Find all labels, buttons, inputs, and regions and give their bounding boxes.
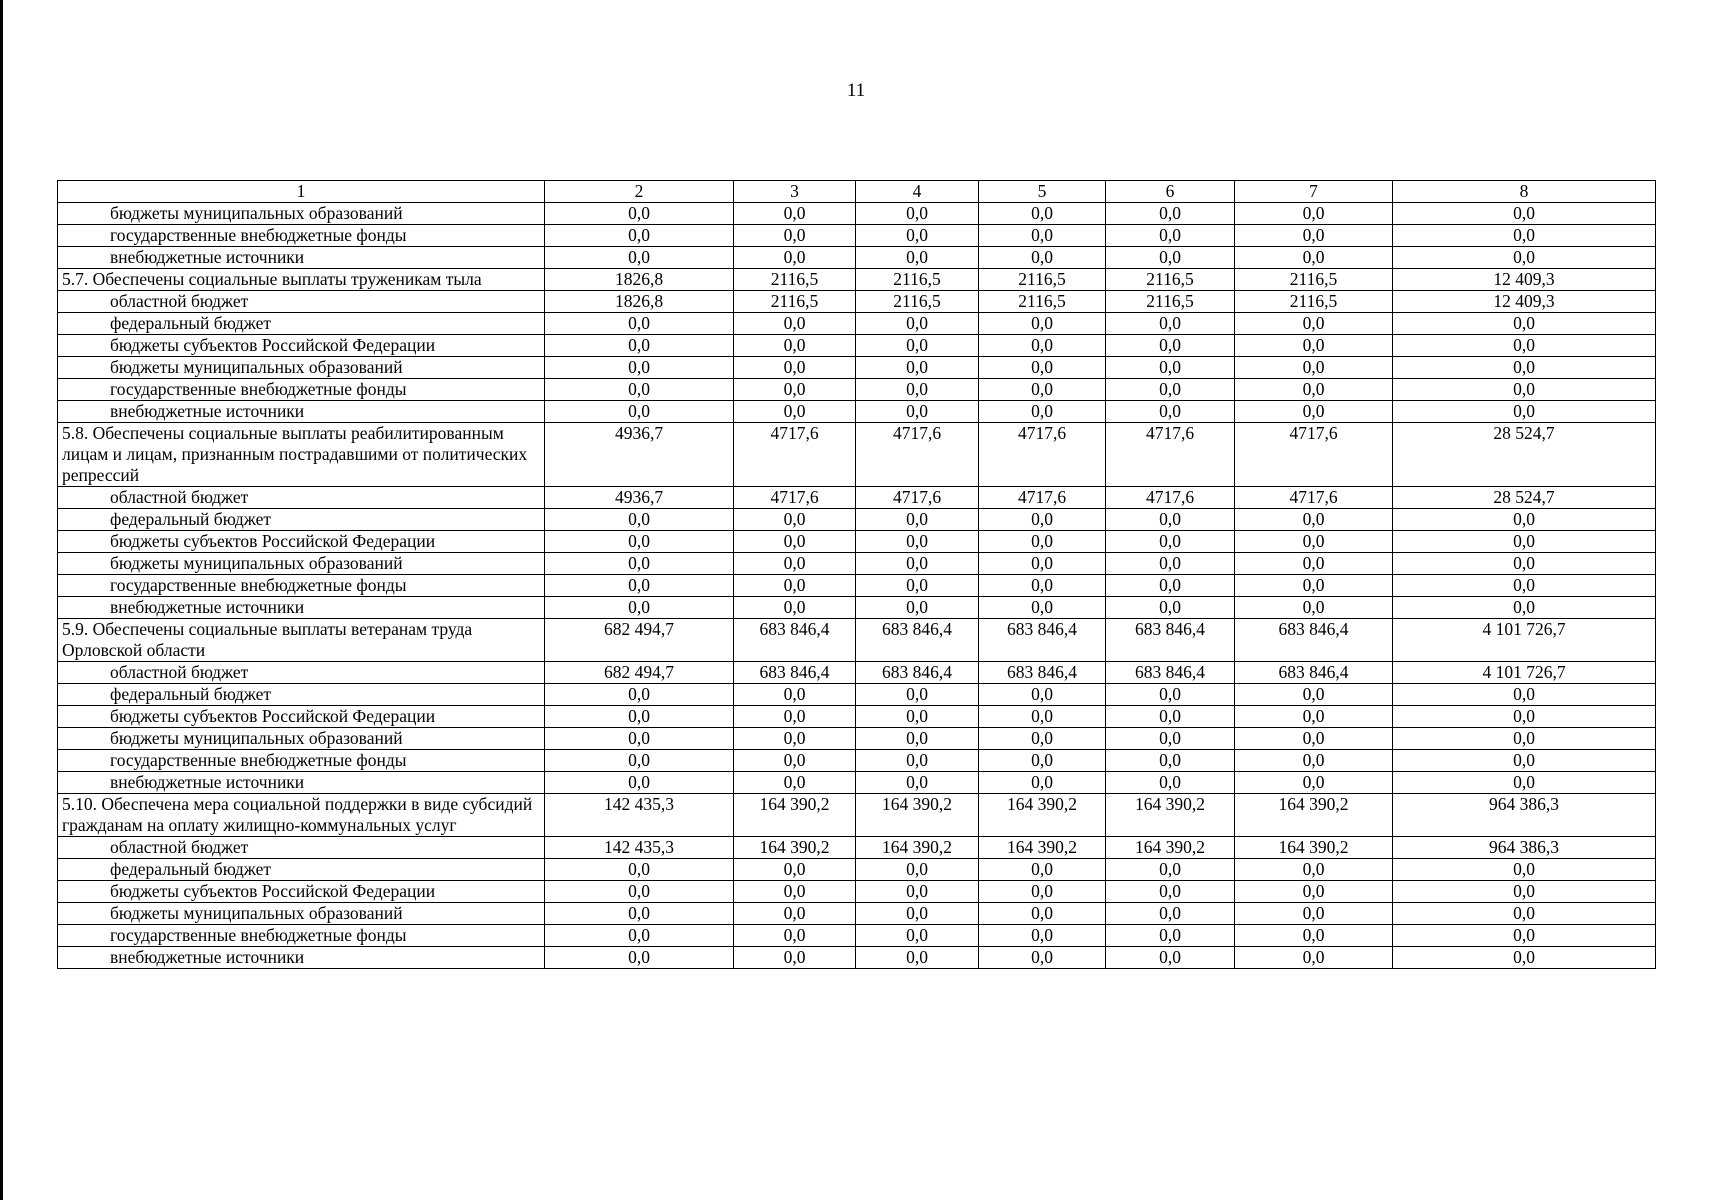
row-value: 0,0 (1235, 750, 1393, 772)
row-value: 0,0 (1393, 575, 1656, 597)
row-value: 0,0 (979, 750, 1106, 772)
row-value: 0,0 (734, 531, 856, 553)
row-value: 4717,6 (1235, 487, 1393, 509)
row-value: 0,0 (979, 881, 1106, 903)
table-row (58, 225, 1656, 247)
row-value: 0,0 (734, 247, 856, 269)
row-value: 0,0 (979, 947, 1106, 969)
row-value: 0,0 (856, 903, 979, 925)
row-value: 0,0 (1106, 881, 1235, 903)
row-value: 0,0 (856, 335, 979, 357)
row-value: 0,0 (545, 357, 734, 379)
row-value: 0,0 (1235, 379, 1393, 401)
row-value: 0,0 (1393, 313, 1656, 335)
row-label: 5.10. Обеспечена мера социальной поддержки в виде субсидий гражданам на оплату жилищно-коммунальных услуг (58, 794, 545, 837)
row-value: 683 846,4 (979, 662, 1106, 684)
table-row (58, 335, 1656, 357)
row-value: 683 846,4 (856, 619, 979, 662)
row-value: 0,0 (1106, 925, 1235, 947)
row-value: 142 435,3 (545, 794, 734, 837)
row-value: 0,0 (979, 313, 1106, 335)
row-value: 164 390,2 (1106, 794, 1235, 837)
row-label: государственные внебюджетные фонды (58, 379, 545, 401)
row-value: 0,0 (979, 335, 1106, 357)
row-value: 164 390,2 (734, 794, 856, 837)
row-value: 0,0 (1106, 684, 1235, 706)
row-value: 683 846,4 (1106, 662, 1235, 684)
row-value: 28 524,7 (1393, 487, 1656, 509)
row-value: 0,0 (1235, 509, 1393, 531)
row-value: 0,0 (856, 728, 979, 750)
row-value: 683 846,4 (1235, 662, 1393, 684)
row-value: 164 390,2 (1106, 837, 1235, 859)
row-label: внебюджетные источники (58, 947, 545, 969)
budget-table (57, 180, 1656, 969)
row-value: 0,0 (1393, 379, 1656, 401)
row-value: 164 390,2 (734, 837, 856, 859)
row-value: 0,0 (856, 531, 979, 553)
row-value: 0,0 (856, 379, 979, 401)
row-value: 28 524,7 (1393, 423, 1656, 487)
row-value: 0,0 (979, 203, 1106, 225)
header-cell: 3 (734, 181, 856, 203)
row-value: 0,0 (1235, 313, 1393, 335)
table-row (58, 401, 1656, 423)
row-value: 0,0 (1393, 247, 1656, 269)
table-row-section (58, 269, 1656, 291)
row-value: 0,0 (856, 247, 979, 269)
row-value: 0,0 (856, 313, 979, 335)
row-value: 0,0 (545, 684, 734, 706)
row-label: федеральный бюджет (58, 313, 545, 335)
row-value: 0,0 (1393, 684, 1656, 706)
row-value: 1826,8 (545, 291, 734, 313)
row-value: 0,0 (1235, 335, 1393, 357)
row-value: 4936,7 (545, 423, 734, 487)
table-row (58, 662, 1656, 684)
table-row (58, 772, 1656, 794)
row-value: 683 846,4 (734, 619, 856, 662)
row-value: 164 390,2 (979, 837, 1106, 859)
row-value: 0,0 (734, 203, 856, 225)
row-value: 2116,5 (979, 291, 1106, 313)
row-value: 0,0 (545, 947, 734, 969)
row-value: 0,0 (1235, 597, 1393, 619)
row-value: 164 390,2 (856, 794, 979, 837)
header-cell: 6 (1106, 181, 1235, 203)
row-value: 0,0 (545, 379, 734, 401)
row-value: 2116,5 (734, 291, 856, 313)
header-cell: 2 (545, 181, 734, 203)
row-value: 0,0 (545, 335, 734, 357)
row-value: 0,0 (1106, 401, 1235, 423)
row-value: 0,0 (856, 706, 979, 728)
row-value: 0,0 (979, 553, 1106, 575)
row-value: 0,0 (734, 684, 856, 706)
row-value: 0,0 (1393, 706, 1656, 728)
row-value: 0,0 (979, 531, 1106, 553)
row-value: 12 409,3 (1393, 291, 1656, 313)
row-value: 0,0 (1106, 313, 1235, 335)
row-value: 0,0 (734, 379, 856, 401)
row-value: 683 846,4 (1235, 619, 1393, 662)
row-value: 0,0 (856, 947, 979, 969)
row-value: 4717,6 (1106, 487, 1235, 509)
row-value: 0,0 (979, 575, 1106, 597)
row-value: 2116,5 (1235, 269, 1393, 291)
row-value: 0,0 (734, 401, 856, 423)
row-value: 0,0 (545, 772, 734, 794)
row-value: 0,0 (734, 706, 856, 728)
row-value: 0,0 (1235, 531, 1393, 553)
table-row (58, 947, 1656, 969)
row-value: 0,0 (545, 509, 734, 531)
row-label: бюджеты субъектов Российской Федерации (58, 531, 545, 553)
row-value: 0,0 (856, 597, 979, 619)
row-value: 0,0 (545, 225, 734, 247)
table-header-row (58, 181, 1656, 203)
row-value: 0,0 (979, 401, 1106, 423)
row-value: 0,0 (856, 684, 979, 706)
table-row (58, 379, 1656, 401)
row-value: 0,0 (979, 357, 1106, 379)
row-value: 4717,6 (979, 423, 1106, 487)
table-row (58, 357, 1656, 379)
row-value: 0,0 (545, 750, 734, 772)
table-row (58, 203, 1656, 225)
row-value: 2116,5 (1235, 291, 1393, 313)
table-row (58, 684, 1656, 706)
row-label: внебюджетные источники (58, 772, 545, 794)
row-value: 0,0 (1106, 903, 1235, 925)
row-value: 0,0 (1393, 335, 1656, 357)
row-label: федеральный бюджет (58, 684, 545, 706)
row-value: 0,0 (734, 903, 856, 925)
table-row (58, 859, 1656, 881)
row-value: 683 846,4 (856, 662, 979, 684)
row-value: 0,0 (1235, 772, 1393, 794)
row-value: 0,0 (856, 553, 979, 575)
row-value: 0,0 (856, 925, 979, 947)
row-label: бюджеты муниципальных образований (58, 728, 545, 750)
row-value: 164 390,2 (1235, 794, 1393, 837)
row-value: 0,0 (979, 225, 1106, 247)
row-value: 0,0 (545, 531, 734, 553)
row-label: бюджеты субъектов Российской Федерации (58, 881, 545, 903)
row-value: 0,0 (856, 772, 979, 794)
row-value: 0,0 (979, 509, 1106, 531)
row-value: 0,0 (856, 225, 979, 247)
table-row (58, 291, 1656, 313)
row-value: 0,0 (1106, 203, 1235, 225)
table-row (58, 313, 1656, 335)
row-label: областной бюджет (58, 662, 545, 684)
row-label: 5.9. Обеспечены социальные выплаты ветеранам труда Орловской области (58, 619, 545, 662)
row-value: 0,0 (979, 859, 1106, 881)
row-value: 0,0 (1235, 247, 1393, 269)
row-value: 0,0 (856, 203, 979, 225)
row-value: 0,0 (856, 881, 979, 903)
row-value: 0,0 (1106, 247, 1235, 269)
table-row-section (58, 619, 1656, 662)
row-value: 0,0 (1393, 225, 1656, 247)
row-value: 0,0 (545, 203, 734, 225)
row-value: 0,0 (1106, 379, 1235, 401)
table-row (58, 575, 1656, 597)
row-value: 0,0 (545, 706, 734, 728)
row-value: 0,0 (979, 684, 1106, 706)
row-value: 0,0 (545, 903, 734, 925)
row-value: 682 494,7 (545, 662, 734, 684)
table-row (58, 925, 1656, 947)
row-value: 0,0 (1393, 859, 1656, 881)
row-value: 0,0 (545, 313, 734, 335)
row-value: 0,0 (1393, 903, 1656, 925)
row-value: 0,0 (1106, 859, 1235, 881)
row-value: 4717,6 (1106, 423, 1235, 487)
row-value: 0,0 (1106, 357, 1235, 379)
row-value: 12 409,3 (1393, 269, 1656, 291)
row-value: 0,0 (1106, 706, 1235, 728)
row-value: 0,0 (1393, 728, 1656, 750)
row-value: 4717,6 (734, 487, 856, 509)
table-row (58, 903, 1656, 925)
header-cell: 1 (58, 181, 545, 203)
row-value: 4717,6 (979, 487, 1106, 509)
row-value: 0,0 (979, 728, 1106, 750)
row-value: 0,0 (734, 881, 856, 903)
row-value: 0,0 (1106, 553, 1235, 575)
table-row (58, 531, 1656, 553)
row-label: федеральный бюджет (58, 859, 545, 881)
row-value: 0,0 (979, 925, 1106, 947)
row-value: 4717,6 (734, 423, 856, 487)
row-value: 0,0 (1106, 728, 1235, 750)
row-label: внебюджетные источники (58, 597, 545, 619)
row-value: 0,0 (545, 728, 734, 750)
row-value: 0,0 (1106, 750, 1235, 772)
row-value: 0,0 (734, 728, 856, 750)
row-value: 0,0 (856, 750, 979, 772)
row-value: 0,0 (1235, 925, 1393, 947)
table-row (58, 553, 1656, 575)
row-label: внебюджетные источники (58, 247, 545, 269)
row-value: 0,0 (979, 706, 1106, 728)
row-value: 164 390,2 (1235, 837, 1393, 859)
row-label: бюджеты муниципальных образований (58, 203, 545, 225)
row-value: 142 435,3 (545, 837, 734, 859)
row-value: 682 494,7 (545, 619, 734, 662)
row-value: 0,0 (1393, 531, 1656, 553)
table-row (58, 728, 1656, 750)
row-value: 0,0 (545, 553, 734, 575)
row-value: 0,0 (545, 597, 734, 619)
row-value: 4717,6 (1235, 423, 1393, 487)
row-value: 0,0 (1106, 531, 1235, 553)
row-value: 2116,5 (734, 269, 856, 291)
row-label: 5.7. Обеспечены социальные выплаты труженикам тыла (58, 269, 545, 291)
row-value: 2116,5 (856, 291, 979, 313)
row-value: 0,0 (1235, 684, 1393, 706)
row-value: 0,0 (734, 597, 856, 619)
row-label: внебюджетные источники (58, 401, 545, 423)
row-value: 0,0 (545, 575, 734, 597)
row-value: 0,0 (1235, 225, 1393, 247)
row-value: 0,0 (734, 750, 856, 772)
row-value: 4 101 726,7 (1393, 619, 1656, 662)
table-body (58, 181, 1656, 969)
row-value: 0,0 (734, 335, 856, 357)
row-value: 2116,5 (856, 269, 979, 291)
row-value: 0,0 (1235, 401, 1393, 423)
row-label: государственные внебюджетные фонды (58, 925, 545, 947)
row-value: 0,0 (979, 772, 1106, 794)
row-label: федеральный бюджет (58, 509, 545, 531)
row-value: 0,0 (1393, 881, 1656, 903)
row-value: 0,0 (856, 509, 979, 531)
row-label: бюджеты субъектов Российской Федерации (58, 335, 545, 357)
row-value: 0,0 (1235, 553, 1393, 575)
row-value: 0,0 (1106, 509, 1235, 531)
row-value: 683 846,4 (734, 662, 856, 684)
row-value: 964 386,3 (1393, 794, 1656, 837)
row-value: 0,0 (545, 401, 734, 423)
row-value: 0,0 (856, 357, 979, 379)
table-row (58, 247, 1656, 269)
header-cell: 7 (1235, 181, 1393, 203)
row-value: 164 390,2 (856, 837, 979, 859)
page-left-edge (0, 0, 3, 1200)
table-row (58, 509, 1656, 531)
row-label: государственные внебюджетные фонды (58, 225, 545, 247)
row-value: 2116,5 (1106, 291, 1235, 313)
row-value: 0,0 (1106, 225, 1235, 247)
row-value: 0,0 (1393, 925, 1656, 947)
row-value: 0,0 (1235, 357, 1393, 379)
row-value: 0,0 (1106, 947, 1235, 969)
table-row (58, 750, 1656, 772)
page-number: 11 (846, 80, 866, 101)
row-value: 0,0 (734, 313, 856, 335)
row-value: 0,0 (734, 947, 856, 969)
row-value: 0,0 (1393, 203, 1656, 225)
row-label: государственные внебюджетные фонды (58, 750, 545, 772)
row-value: 0,0 (1393, 947, 1656, 969)
row-value: 0,0 (979, 903, 1106, 925)
row-value: 0,0 (1235, 203, 1393, 225)
table-row-section (58, 794, 1656, 837)
row-value: 0,0 (734, 772, 856, 794)
row-label: бюджеты муниципальных образований (58, 357, 545, 379)
row-value: 0,0 (1106, 335, 1235, 357)
row-value: 4717,6 (856, 423, 979, 487)
row-value: 0,0 (979, 247, 1106, 269)
header-cell: 5 (979, 181, 1106, 203)
row-value: 0,0 (1235, 947, 1393, 969)
row-value: 0,0 (979, 379, 1106, 401)
row-value: 0,0 (734, 575, 856, 597)
row-value: 0,0 (1106, 772, 1235, 794)
table-row (58, 837, 1656, 859)
row-value: 0,0 (1393, 772, 1656, 794)
row-value: 0,0 (734, 509, 856, 531)
row-value: 0,0 (1393, 750, 1656, 772)
row-value: 0,0 (1235, 881, 1393, 903)
row-value: 0,0 (1235, 859, 1393, 881)
row-value: 4936,7 (545, 487, 734, 509)
row-value: 0,0 (545, 247, 734, 269)
row-value: 1826,8 (545, 269, 734, 291)
row-label: 5.8. Обеспечены социальные выплаты реабилитированным лицам и лицам, признанным пострадавшими от политических репрессий (58, 423, 545, 487)
table-row (58, 706, 1656, 728)
row-value: 0,0 (1106, 575, 1235, 597)
table-row-section (58, 423, 1656, 487)
header-cell: 4 (856, 181, 979, 203)
row-value: 4717,6 (856, 487, 979, 509)
row-value: 0,0 (734, 553, 856, 575)
row-value: 0,0 (1235, 728, 1393, 750)
row-value: 0,0 (734, 859, 856, 881)
row-value: 0,0 (1235, 575, 1393, 597)
row-value: 0,0 (734, 225, 856, 247)
row-value: 0,0 (545, 925, 734, 947)
row-value: 0,0 (545, 881, 734, 903)
row-value: 0,0 (1393, 597, 1656, 619)
row-label: бюджеты муниципальных образований (58, 553, 545, 575)
row-label: государственные внебюджетные фонды (58, 575, 545, 597)
row-value: 164 390,2 (979, 794, 1106, 837)
row-value: 0,0 (1393, 401, 1656, 423)
row-value: 0,0 (1106, 597, 1235, 619)
row-value: 0,0 (1393, 509, 1656, 531)
row-value: 964 386,3 (1393, 837, 1656, 859)
row-label: областной бюджет (58, 487, 545, 509)
row-value: 4 101 726,7 (1393, 662, 1656, 684)
row-value: 0,0 (856, 575, 979, 597)
table-row (58, 881, 1656, 903)
row-value: 0,0 (856, 401, 979, 423)
row-value: 0,0 (734, 357, 856, 379)
row-value: 683 846,4 (1106, 619, 1235, 662)
row-value: 2116,5 (1106, 269, 1235, 291)
row-value: 0,0 (1393, 553, 1656, 575)
row-value: 683 846,4 (979, 619, 1106, 662)
table-row (58, 597, 1656, 619)
row-value: 0,0 (1393, 357, 1656, 379)
row-label: бюджеты субъектов Российской Федерации (58, 706, 545, 728)
row-value: 0,0 (734, 925, 856, 947)
row-label: бюджеты муниципальных образований (58, 903, 545, 925)
row-label: областной бюджет (58, 291, 545, 313)
row-value: 0,0 (979, 597, 1106, 619)
table-row (58, 487, 1656, 509)
row-value: 0,0 (545, 859, 734, 881)
row-value: 0,0 (856, 859, 979, 881)
row-label: областной бюджет (58, 837, 545, 859)
row-value: 0,0 (1235, 903, 1393, 925)
header-cell: 8 (1393, 181, 1656, 203)
row-value: 0,0 (1235, 706, 1393, 728)
row-value: 2116,5 (979, 269, 1106, 291)
